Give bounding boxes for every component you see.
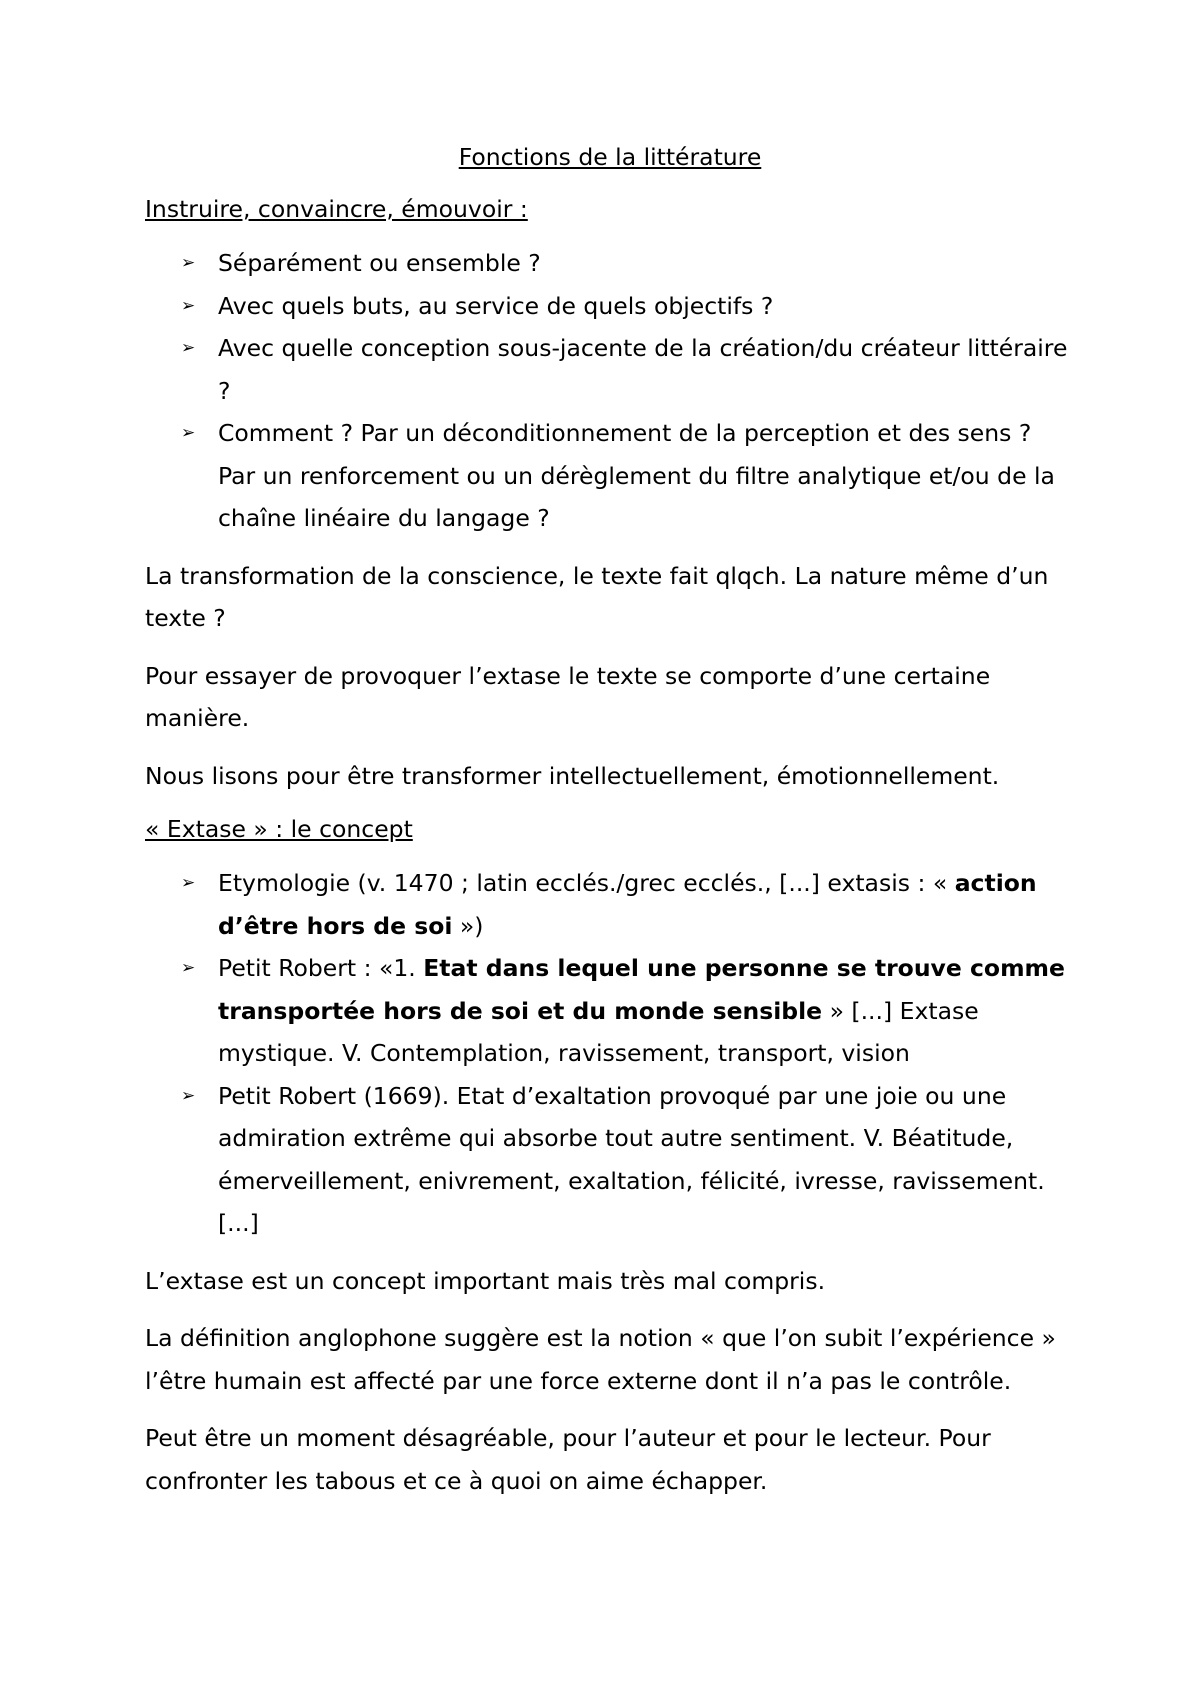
arrowhead-bullet-icon: ➢ (181, 873, 196, 893)
list-item-text: Comment ? Par un déconditionnement de la perception et des sens ? Par un renforcement ou un dérèglement du filtre analytique et/ou de la chaîne linéaire du langage ? (218, 419, 1055, 532)
paragraph-nous-lisons: Nous lisons pour être transformer intellectuellement, émotionnellement. (145, 761, 1000, 790)
document-title: Fonctions de la littérature (458, 143, 762, 171)
arrowhead-bullet-icon: ➢ (181, 1085, 196, 1106)
list-item (145, 862, 1075, 947)
list-item (145, 1075, 1075, 1245)
list-item-bold-text: action d’être hors de soi (218, 869, 1037, 940)
list-item (145, 242, 1075, 285)
paragraph-concept: L’extase est un concept important mais très mal compris. (145, 1266, 826, 1295)
arrowhead-bullet-icon: ➢ (181, 295, 196, 316)
list-item (145, 285, 1075, 328)
arrowhead-bullet-icon: ➢ (181, 253, 196, 273)
arrowhead-bullet-icon: ➢ (181, 423, 196, 443)
list-item-text: Petit Robert : «1. (218, 954, 424, 982)
list-item (145, 947, 1075, 1075)
document-body (145, 140, 1075, 1517)
section-heading-extase: « Extase » : le concept (145, 815, 413, 843)
paragraph-definition: La définition anglophone suggère est la notion « que l’on subit l’expérience » l’être humain est affecté par une force externe dont il n’a pas le contrôle. (145, 1324, 1056, 1395)
arrowhead-bullet-icon: ➢ (181, 338, 196, 358)
list-item (145, 412, 1075, 540)
list-item-text: Etymologie (v. 1470 ; latin ecclés./grec ecclés., [...] extasis : « (218, 869, 955, 897)
list-item-text: Avec quelle conception sous-jacente de la création/du créateur littéraire ? (218, 334, 1068, 405)
bullet-list-questions (145, 242, 1075, 540)
bullet-list-extase (145, 862, 1075, 1245)
paragraph-transformation: La transformation de la conscience, le texte fait qlqch. La nature même d’un texte ? (145, 561, 1049, 632)
paragraph-moment: Peut être un moment désagréable, pour l’auteur et pour le lecteur. Pour confronter les tabous et ce à quoi on aime échapper. (145, 1424, 991, 1495)
paragraph-provoquer: Pour essayer de provoquer l’extase le texte se comporte d’une certaine manière. (145, 661, 991, 732)
list-item-tail: ») (452, 911, 484, 940)
list-item-text: Petit Robert (1669). Etat d’exaltation provoqué par une joie ou une admiration extrême qui absorbe tout autre sentiment. V. Béatitude, émerveillement, enivrement, exaltation, félicité, ivresse, ravissement. [...] (218, 1081, 1045, 1237)
arrowhead-bullet-icon: ➢ (181, 958, 196, 978)
section-heading-instruire: Instruire, convaincre, émouvoir : (145, 195, 528, 223)
list-item-text: Séparément ou ensemble ? (218, 249, 541, 277)
list-item-bold-text: Etat dans lequel une personne se trouve comme transportée hors de soi et du monde sensible (218, 954, 1065, 1025)
list-item (145, 327, 1075, 412)
list-item-text: Avec quels buts, au service de quels objectifs ? (218, 291, 774, 320)
list-item-tail: » [...] Extase mystique. V. Contemplation, ravissement, transport, vision (218, 996, 979, 1067)
